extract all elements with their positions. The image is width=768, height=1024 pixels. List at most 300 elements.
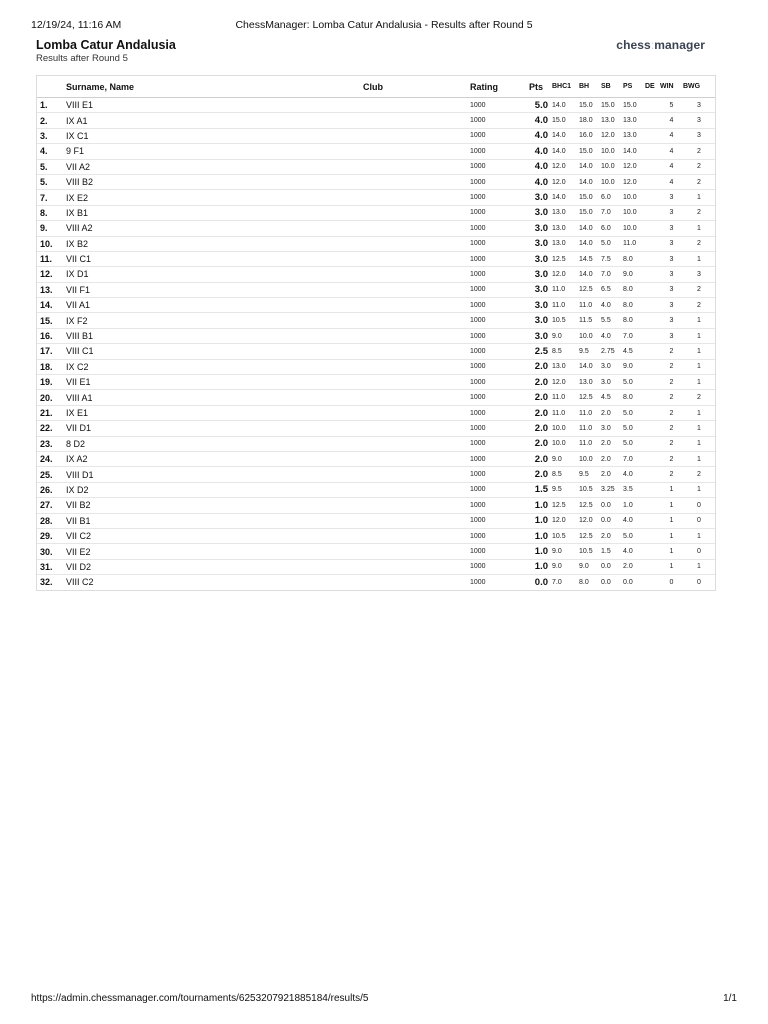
cell-bh: 9.5 xyxy=(579,344,601,359)
cell-rank: 17. xyxy=(37,344,66,359)
table-row[interactable] xyxy=(37,390,715,405)
cell-de xyxy=(645,359,660,374)
cell-sb: 15.0 xyxy=(601,98,623,113)
cell-win: 2 xyxy=(660,390,683,405)
cell-rank: 29. xyxy=(37,528,66,543)
table-row[interactable] xyxy=(37,498,715,513)
cell-rating: 1000 xyxy=(470,282,529,297)
cell-rating: 1000 xyxy=(470,190,529,205)
cell-rank: 25. xyxy=(37,467,66,482)
cell-rating: 1000 xyxy=(470,113,529,128)
table-row[interactable] xyxy=(37,405,715,420)
cell-points: 2.0 xyxy=(529,390,552,405)
cell-win: 4 xyxy=(660,159,683,174)
cell-name: VIII E1 xyxy=(66,98,363,113)
cell-de xyxy=(645,513,660,528)
table-row[interactable] xyxy=(37,98,715,113)
cell-de xyxy=(645,98,660,113)
table-row[interactable] xyxy=(37,436,715,451)
cell-sb: 3.0 xyxy=(601,375,623,390)
cell-rank: 16. xyxy=(37,328,66,343)
cell-bwg: 1 xyxy=(683,421,715,436)
cell-club xyxy=(363,421,470,436)
cell-ps: 13.0 xyxy=(623,113,645,128)
cell-rank: 27. xyxy=(37,498,66,513)
cell-club xyxy=(363,559,470,574)
cell-club xyxy=(363,375,470,390)
table-row[interactable] xyxy=(37,313,715,328)
cell-club xyxy=(363,298,470,313)
table-row[interactable] xyxy=(37,328,715,343)
cell-rating: 1000 xyxy=(470,528,529,543)
cell-rank: 10. xyxy=(37,236,66,251)
cell-club xyxy=(363,544,470,559)
cell-win: 4 xyxy=(660,174,683,189)
cell-club xyxy=(363,528,470,543)
cell-bh: 9.0 xyxy=(579,559,601,574)
cell-ps: 1.0 xyxy=(623,498,645,513)
cell-club xyxy=(363,267,470,282)
cell-club xyxy=(363,98,470,113)
cell-name: IX B2 xyxy=(66,236,363,251)
cell-bh: 18.0 xyxy=(579,113,601,128)
cell-bwg: 2 xyxy=(683,205,715,220)
cell-win: 1 xyxy=(660,528,683,543)
cell-name: IX D1 xyxy=(66,267,363,282)
cell-ps: 8.0 xyxy=(623,251,645,266)
table-row[interactable] xyxy=(37,174,715,189)
cell-name: IX E2 xyxy=(66,190,363,205)
cell-club xyxy=(363,482,470,497)
cell-bhc1: 9.0 xyxy=(552,328,579,343)
cell-bhc1: 14.0 xyxy=(552,98,579,113)
cell-de xyxy=(645,298,660,313)
table-row[interactable] xyxy=(37,451,715,466)
cell-bhc1: 12.5 xyxy=(552,498,579,513)
cell-rating: 1000 xyxy=(470,375,529,390)
cell-de xyxy=(645,144,660,159)
cell-bwg: 2 xyxy=(683,282,715,297)
table-row[interactable] xyxy=(37,221,715,236)
cell-win: 4 xyxy=(660,128,683,143)
cell-ps: 3.5 xyxy=(623,482,645,497)
cell-name: VII B1 xyxy=(66,513,363,528)
cell-rating: 1000 xyxy=(470,559,529,574)
table-row[interactable] xyxy=(37,159,715,174)
table-row[interactable] xyxy=(37,467,715,482)
cell-points: 2.0 xyxy=(529,451,552,466)
cell-de xyxy=(645,159,660,174)
event-title: Lomba Catur Andalusia xyxy=(36,38,176,52)
cell-rank: 32. xyxy=(40,577,53,588)
cell-bwg: 1 xyxy=(683,328,715,343)
cell-rank: 2. xyxy=(37,113,66,128)
cell-points: 3.0 xyxy=(529,313,552,328)
cell-points: 2.0 xyxy=(529,467,552,482)
event-title-block xyxy=(36,38,176,65)
table-row[interactable] xyxy=(37,482,715,497)
cell-bhc1: 8.5 xyxy=(552,467,579,482)
cell-rank: 28. xyxy=(37,513,66,528)
cell-club xyxy=(363,190,470,205)
print-header xyxy=(31,19,737,33)
cell-win: 3 xyxy=(660,236,683,251)
table-row[interactable] xyxy=(37,298,715,313)
cell-club xyxy=(363,159,470,174)
cell-win: 3 xyxy=(660,298,683,313)
cell-de xyxy=(645,128,660,143)
table-row[interactable] xyxy=(37,359,715,374)
cell-club xyxy=(363,344,470,359)
cell-points: 3.0 xyxy=(529,251,552,266)
cell-bh: 11.5 xyxy=(579,313,601,328)
cell-points: 3.0 xyxy=(529,328,552,343)
cell-bh: 12.5 xyxy=(579,390,601,405)
cell-bh: 11.0 xyxy=(579,405,601,420)
cell-rating: 1000 xyxy=(470,236,529,251)
cell-name: IX A1 xyxy=(66,113,363,128)
table-row[interactable] xyxy=(37,236,715,251)
cell-ps: 14.0 xyxy=(623,144,645,159)
cell-rank: 22. xyxy=(37,421,66,436)
cell-club xyxy=(363,436,470,451)
cell-bwg: 1 xyxy=(683,482,715,497)
cell-rating: 1000 xyxy=(470,267,529,282)
cell-club xyxy=(363,144,470,159)
col-header-name[interactable]: Surname, Name xyxy=(66,76,363,98)
cell-rating: 1000 xyxy=(470,298,529,313)
cell-points: 2.0 xyxy=(529,421,552,436)
print-url: https://admin.chessmanager.com/tournaments/6253207921885184/results/5 xyxy=(31,993,369,1004)
cell-win: 3 xyxy=(660,190,683,205)
col-header-win[interactable]: WIN xyxy=(660,76,683,98)
cell-rating: 1000 xyxy=(470,451,529,466)
cell-rating: 1000 xyxy=(470,328,529,343)
cell-name: IX E1 xyxy=(66,405,363,420)
cell-rank: 9. xyxy=(37,221,66,236)
cell-name: IX C2 xyxy=(66,359,363,374)
cell-rating: 1000 xyxy=(470,359,529,374)
cell-ps: 7.0 xyxy=(623,451,645,466)
cell-win: 0 xyxy=(669,578,674,586)
cell-win: 2 xyxy=(660,344,683,359)
cell-rating: 1000 xyxy=(470,174,529,189)
cell-bh: 15.0 xyxy=(579,144,601,159)
cell-ps: 8.0 xyxy=(623,282,645,297)
cell-ps: 5.0 xyxy=(623,436,645,451)
table-row[interactable] xyxy=(37,251,715,266)
cell-ps: 4.0 xyxy=(623,513,645,528)
table-row[interactable] xyxy=(37,375,715,390)
cell-club xyxy=(363,405,470,420)
cell-ps: 10.0 xyxy=(623,190,645,205)
cell-de xyxy=(645,528,660,543)
cell-name: VIII B1 xyxy=(66,328,363,343)
cell-de xyxy=(645,221,660,236)
cell-ps: 4.0 xyxy=(623,544,645,559)
cell-ps: 7.0 xyxy=(623,328,645,343)
cell-bhc1: 11.0 xyxy=(552,390,579,405)
cell-rank: 8. xyxy=(37,205,66,220)
logo-text-chess: chess xyxy=(616,38,651,52)
cell-bh: 14.0 xyxy=(579,359,601,374)
table-row[interactable] xyxy=(37,559,715,574)
cell-points: 3.0 xyxy=(529,236,552,251)
cell-sb: 4.0 xyxy=(601,298,623,313)
cell-de xyxy=(645,575,660,590)
cell-de xyxy=(645,421,660,436)
table-row[interactable] xyxy=(37,544,715,559)
cell-rating: 1000 xyxy=(470,313,529,328)
cell-rating: 1000 xyxy=(470,544,529,559)
cell-club xyxy=(363,498,470,513)
col-header-bhc1[interactable]: BHC1 xyxy=(552,76,579,98)
cell-points: 4.0 xyxy=(529,128,552,143)
cell-rating: 1000 xyxy=(470,390,529,405)
cell-points: 3.0 xyxy=(529,205,552,220)
cell-club xyxy=(363,251,470,266)
cell-de xyxy=(645,375,660,390)
cell-win: 2 xyxy=(660,375,683,390)
cell-rank: 3. xyxy=(37,128,66,143)
cell-sb: 2.0 xyxy=(601,467,623,482)
cell-sb: 2.0 xyxy=(601,436,623,451)
cell-win: 5 xyxy=(660,98,683,113)
cell-rating: 1000 xyxy=(470,251,529,266)
cell-rank: 12. xyxy=(37,267,66,282)
cell-club xyxy=(363,174,470,189)
cell-club xyxy=(363,467,470,482)
cell-ps: 8.0 xyxy=(623,298,645,313)
col-header-bwg[interactable]: BWG xyxy=(683,76,715,98)
cell-name: VII F1 xyxy=(66,282,363,297)
cell-bwg: 3 xyxy=(683,98,715,113)
cell-rank: 20. xyxy=(37,390,66,405)
cell-bwg: 1 xyxy=(683,405,715,420)
logo-separator: : xyxy=(650,38,655,52)
table-row[interactable] xyxy=(37,113,715,128)
cell-bhc1: 9.0 xyxy=(552,559,579,574)
col-header-de[interactable]: DE xyxy=(645,76,660,98)
cell-name: VIII C2 xyxy=(66,577,94,588)
cell-rank: 24. xyxy=(37,451,66,466)
cell-rating: 1000 xyxy=(470,498,529,513)
cell-sb: 6.0 xyxy=(601,221,623,236)
cell-rating: 1000 xyxy=(470,144,529,159)
cell-rating: 1000 xyxy=(470,405,529,420)
cell-bhc1: 10.0 xyxy=(552,436,579,451)
col-header-club[interactable]: Club xyxy=(363,76,470,98)
cell-rank: 21. xyxy=(37,405,66,420)
chessmanager-logo xyxy=(616,38,705,52)
cell-bh: 13.0 xyxy=(579,375,601,390)
cell-bwg: 1 xyxy=(683,528,715,543)
cell-de xyxy=(645,251,660,266)
col-header-sb[interactable]: SB xyxy=(601,76,623,98)
cell-bh: 15.0 xyxy=(579,190,601,205)
cell-bhc1: 10.0 xyxy=(552,421,579,436)
cell-points: 3.0 xyxy=(529,298,552,313)
cell-club xyxy=(363,205,470,220)
cell-bwg: 0 xyxy=(683,544,715,559)
cell-sb: 13.0 xyxy=(601,113,623,128)
cell-ps: 13.0 xyxy=(623,128,645,143)
cell-bhc1: 14.0 xyxy=(552,190,579,205)
cell-win: 4 xyxy=(660,144,683,159)
cell-rating: 1000 xyxy=(470,421,529,436)
cell-rank: 30. xyxy=(37,544,66,559)
cell-points: 4.0 xyxy=(529,174,552,189)
cell-bhc1: 13.0 xyxy=(552,236,579,251)
cell-de xyxy=(645,328,660,343)
cell-bwg: 1 xyxy=(683,451,715,466)
cell-bwg: 1 xyxy=(683,313,715,328)
table-row[interactable] xyxy=(37,267,715,282)
cell-rank: 18. xyxy=(37,359,66,374)
table-row[interactable] xyxy=(37,144,715,159)
cell-win: 1 xyxy=(660,544,683,559)
cell-bhc1: 12.0 xyxy=(552,267,579,282)
cell-rating: 1000 xyxy=(470,436,529,451)
cell-points: 4.0 xyxy=(529,159,552,174)
cell-name: VIII C1 xyxy=(66,344,363,359)
col-header-rating[interactable]: Rating xyxy=(470,76,529,98)
cell-bh: 14.0 xyxy=(579,174,601,189)
cell-points: 2.5 xyxy=(529,344,552,359)
table-row[interactable] xyxy=(37,282,715,297)
col-header-pts[interactable]: Pts xyxy=(529,76,552,98)
cell-sb: 10.0 xyxy=(601,159,623,174)
cell-rank: 19. xyxy=(37,375,66,390)
cell-bhc1: 12.0 xyxy=(552,159,579,174)
cell-de xyxy=(645,390,660,405)
cell-bh: 14.0 xyxy=(579,236,601,251)
print-footer xyxy=(31,993,737,1007)
cell-rank: 1. xyxy=(37,98,66,113)
cell-rank: 7. xyxy=(37,190,66,205)
cell-rating: 1000 xyxy=(470,513,529,528)
cell-rating: 1000 xyxy=(470,221,529,236)
cell-de xyxy=(645,559,660,574)
cell-points: 2.0 xyxy=(529,375,552,390)
cell-bhc1: 12.0 xyxy=(552,513,579,528)
cell-bhc1: 10.5 xyxy=(552,313,579,328)
table-row[interactable] xyxy=(37,205,715,220)
cell-win: 1 xyxy=(660,482,683,497)
table-row[interactable] xyxy=(37,575,715,590)
table-row[interactable] xyxy=(37,128,715,143)
cell-name: VII C1 xyxy=(66,251,363,266)
cell-bh: 11.0 xyxy=(579,298,601,313)
cell-bwg: 1 xyxy=(683,221,715,236)
cell-bh: 12.5 xyxy=(579,528,601,543)
cell-name: VIII A1 xyxy=(66,390,363,405)
cell-bwg: 2 xyxy=(683,298,715,313)
cell-name: VII A2 xyxy=(66,159,363,174)
cell-rating: 1000 xyxy=(470,159,529,174)
cell-points: 1.0 xyxy=(529,513,552,528)
cell-name: VIII D1 xyxy=(66,467,363,482)
cell-club xyxy=(363,328,470,343)
cell-rating: 1000 xyxy=(470,482,529,497)
cell-win: 3 xyxy=(660,205,683,220)
cell-bh: 10.5 xyxy=(579,482,601,497)
cell-sb: 2.0 xyxy=(601,528,623,543)
cell-points: 3.0 xyxy=(529,221,552,236)
results-table-container xyxy=(36,75,716,591)
cell-bhc1: 9.0 xyxy=(552,544,579,559)
cell-de xyxy=(645,267,660,282)
event-subtitle: Results after Round 5 xyxy=(36,53,128,64)
cell-bh: 10.0 xyxy=(579,451,601,466)
cell-sb: 7.5 xyxy=(601,251,623,266)
cell-rank: 13. xyxy=(37,282,66,297)
cell-ps: 9.0 xyxy=(623,267,645,282)
table-header-row xyxy=(37,76,715,98)
table-row[interactable] xyxy=(37,528,715,543)
cell-points: 1.5 xyxy=(529,482,552,497)
cell-sb: 12.0 xyxy=(601,128,623,143)
cell-name: VIII A2 xyxy=(66,221,363,236)
cell-win: 2 xyxy=(660,421,683,436)
cell-ps: 12.0 xyxy=(623,159,645,174)
cell-bwg: 1 xyxy=(683,190,715,205)
cell-bh: 14.0 xyxy=(579,221,601,236)
table-row[interactable] xyxy=(37,513,715,528)
cell-name: 9 F1 xyxy=(66,144,363,159)
cell-points: 4.0 xyxy=(529,113,552,128)
cell-bh: 12.5 xyxy=(579,498,601,513)
table-row[interactable] xyxy=(37,421,715,436)
cell-de xyxy=(645,544,660,559)
cell-de xyxy=(645,236,660,251)
results-table xyxy=(37,76,715,590)
col-header-rank[interactable] xyxy=(37,76,66,98)
cell-de xyxy=(645,482,660,497)
cell-bh: 12.0 xyxy=(579,513,601,528)
cell-name: VII E2 xyxy=(66,544,363,559)
cell-bhc1: 13.0 xyxy=(552,205,579,220)
cell-points: 1.0 xyxy=(529,544,552,559)
cell-sb: 10.0 xyxy=(601,174,623,189)
cell-sb: 5.5 xyxy=(601,313,623,328)
cell-sb: 5.0 xyxy=(601,236,623,251)
cell-bh: 14.0 xyxy=(579,159,601,174)
cell-club xyxy=(363,282,470,297)
cell-win: 1 xyxy=(660,498,683,513)
cell-bwg: 1 xyxy=(683,375,715,390)
cell-bhc1: 12.0 xyxy=(552,174,579,189)
cell-bwg: 0 xyxy=(683,498,715,513)
cell-name: IX A2 xyxy=(66,451,363,466)
cell-bhc1: 14.0 xyxy=(552,144,579,159)
cell-rating: 1000 xyxy=(470,98,529,113)
cell-bwg: 2 xyxy=(683,159,715,174)
table-row[interactable] xyxy=(37,190,715,205)
col-header-ps[interactable]: PS xyxy=(623,76,645,98)
cell-sb: 2.75 xyxy=(601,344,623,359)
cell-win: 2 xyxy=(660,451,683,466)
cell-club xyxy=(363,575,470,590)
cell-de xyxy=(645,313,660,328)
cell-bh: 15.0 xyxy=(579,205,601,220)
cell-club xyxy=(363,359,470,374)
cell-bwg: 3 xyxy=(683,113,715,128)
table-row[interactable] xyxy=(37,344,715,359)
cell-club xyxy=(363,236,470,251)
col-header-bh[interactable]: BH xyxy=(579,76,601,98)
cell-rating: 1000 xyxy=(470,128,529,143)
